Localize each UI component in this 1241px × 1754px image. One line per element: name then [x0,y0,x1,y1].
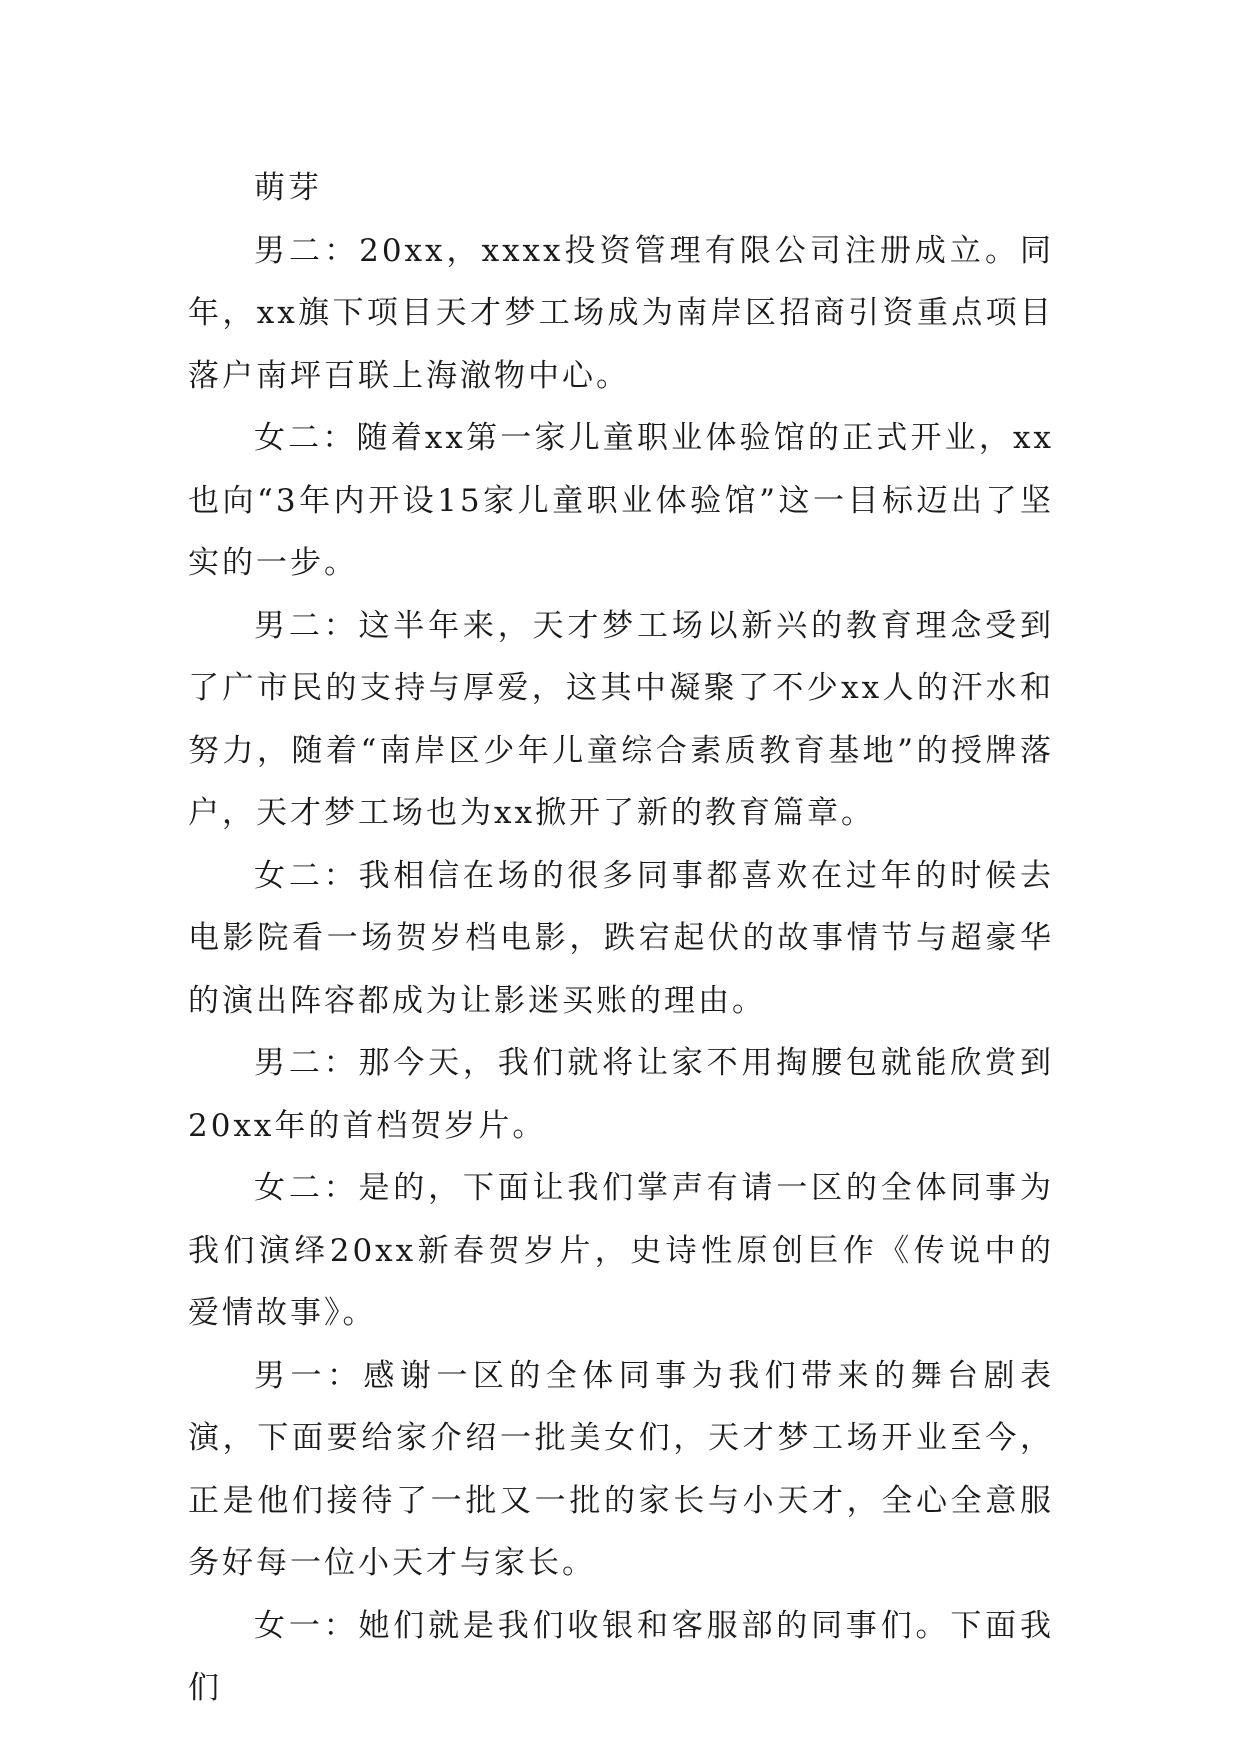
paragraph: 女二：我相信在场的很多同事都喜欢在过年的时候去电影院看一场贺岁档电影，跌宕起伏的故事情节与超豪华的演出阵容都成为让影迷买账的理由。 [188,857,1054,1019]
paragraph: 女一：她们就是我们收银和客服部的同事们。下面我们 [188,1607,1054,1706]
paragraph: 女二：是的，下面让我们掌声有请一区的全体同事为我们演绎20xx新春贺岁片，史诗性原创巨作《传说中的爱情故事》。 [188,1170,1054,1331]
document-body [188,157,1054,1720]
paragraph: 男二：那今天，我们就将让家不用掏腰包就能欣赏到20xx年的首档贺岁片。 [188,1045,1054,1144]
paragraph: 男二：20xx，xxxx投资管理有限公司注册成立。同年，xx旗下项目天才梦工场成为南岸区招商引资重点项目落户南坪百联上海澈物中心。 [188,232,1054,394]
paragraph: 男一：感谢一区的全体同事为我们带来的舞台剧表演，下面要给家介绍一批美女们，天才梦工场开业至今，正是他们接待了一批又一批的家长与小天才，全心全意服务好每一位小天才与家长。 [188,1357,1054,1581]
paragraph-heading: 萌芽 [254,170,322,206]
paragraph: 男二：这半年来，天才梦工场以新兴的教育理念受到了广市民的支持与厚爱，这其中凝聚了不少xx人的汗水和努力，随着“南岸区少年儿童综合素质教育基地”的授牌落户，天才梦工场也为xx掀开了新的教育篇章。 [188,607,1054,831]
paragraph: 女二：随着xx第一家儿童职业体验馆的正式开业，xx也向“3年内开设15家儿童职业体验馆”这一目标迈出了坚实的一步。 [188,420,1054,581]
